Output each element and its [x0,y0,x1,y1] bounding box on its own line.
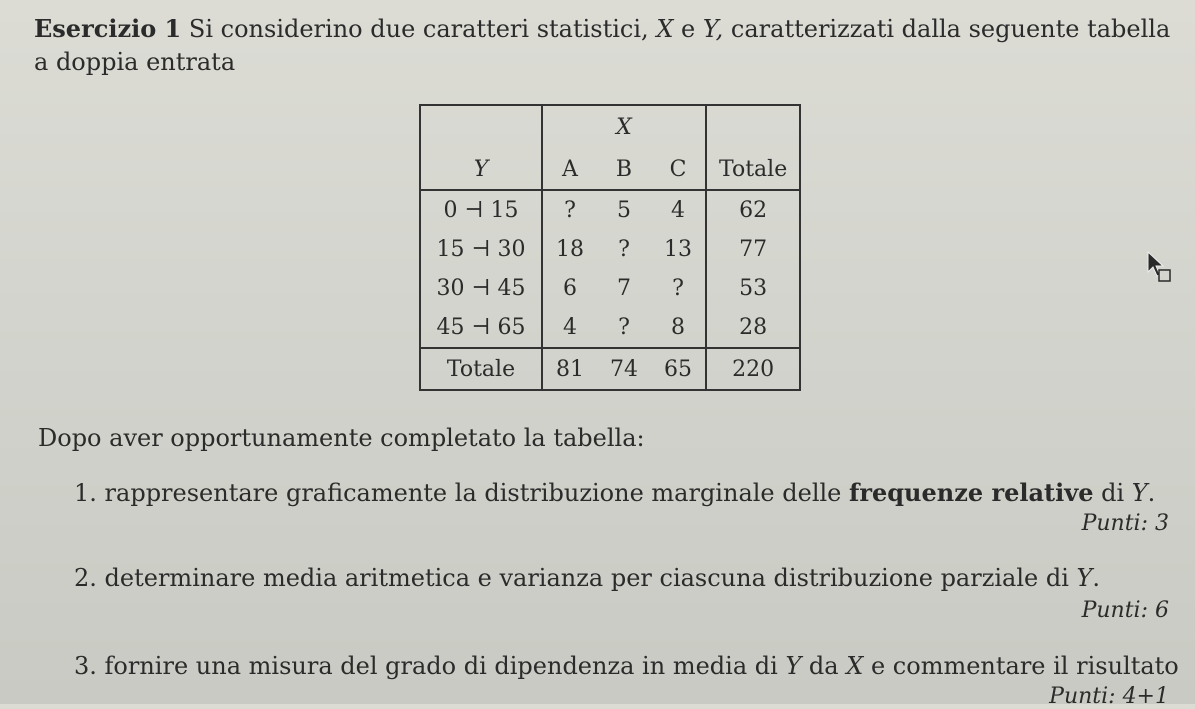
after-table-text: Dopo aver opportunamente completato la tabella: [38,424,645,452]
var-x: X [656,15,674,43]
row-total: 62 [739,198,768,223]
row-label: 15 ⊣ 30 [420,230,542,269]
table-cell: 4 [651,190,706,230]
task-end: . [1147,479,1156,507]
var-y: Y, [702,15,724,43]
task-text: di [1101,479,1125,507]
row-total: 28 [739,315,768,340]
task-3 [74,652,1179,680]
table-corner [420,105,542,149]
task-end: . [1092,564,1101,592]
var-y: Y [1131,479,1148,507]
exercise-title [34,14,1170,43]
table-cell: 18 [556,237,584,262]
grand-total: 220 [706,348,800,390]
task-text: da [808,652,839,680]
col-header-total: Totale [706,149,800,190]
table-row [420,190,800,230]
table-cell: 4 [563,315,577,340]
x-header: X [542,105,706,149]
col-header-c: C [651,149,706,190]
task-text: e commentare il risultato [870,652,1179,680]
total-cell: 81 [542,348,597,390]
table-cell: 7 [617,276,631,301]
intro-text-b: caratterizzati dalla seguente tabella [730,15,1171,43]
task-2-points: Punti: 6 [1081,598,1169,623]
task-number: 3. [74,652,97,680]
table-cell: ? [618,315,630,340]
row-label: 0 ⊣ 15 [420,190,542,230]
var-y: Y [1076,564,1093,592]
contingency-table [419,104,801,391]
total-cell: 65 [651,348,706,390]
table-empty-top [706,105,800,149]
table-cell: ? [651,269,706,308]
table-cell: ? [564,198,576,223]
var-y: Y [785,652,802,680]
col-header-a: A [542,149,597,190]
mouse-cursor-icon [1146,250,1172,284]
total-row [420,348,800,390]
task-number: 2. [74,564,97,592]
exercise-label: Esercizio 1 [34,14,182,43]
intro-conj: e [681,15,696,43]
task-3-points: Punti: 4+1 [1049,684,1169,709]
total-row-label: Totale [420,348,542,390]
table-cell: 13 [651,230,706,269]
task-text: rappresentare graficamente la distribuzione marginale delle [104,479,842,507]
task-number: 1. [74,479,97,507]
task-2 [74,564,1100,592]
row-total: 77 [739,237,768,262]
task-1 [74,478,1155,507]
task-bold-text: frequenze relative [849,478,1094,507]
var-x: X [846,652,864,680]
row-total: 53 [739,276,768,301]
task-1-points: Punti: 3 [1081,511,1169,536]
row-label: 45 ⊣ 65 [420,308,542,348]
table-cell: 8 [651,308,706,348]
intro-line-2: a doppia entrata [34,48,236,76]
row-label: 30 ⊣ 45 [420,269,542,308]
table-row [420,308,800,348]
task-text: determinare media aritmetica e varianza per ciascuna distribuzione parziale di [104,564,1069,592]
table-cell: ? [618,237,630,262]
y-header: Y [420,149,542,190]
col-header-b: B [597,149,651,190]
table-cell: 6 [563,276,577,301]
table-cell: 5 [617,198,631,223]
total-cell: 74 [597,348,651,390]
table-row [420,230,800,269]
table-row [420,269,800,308]
task-text: fornire una misura del grado di dipendenza in media di [104,652,778,680]
intro-text-a: Si considerino due caratteri statistici, [188,15,649,43]
